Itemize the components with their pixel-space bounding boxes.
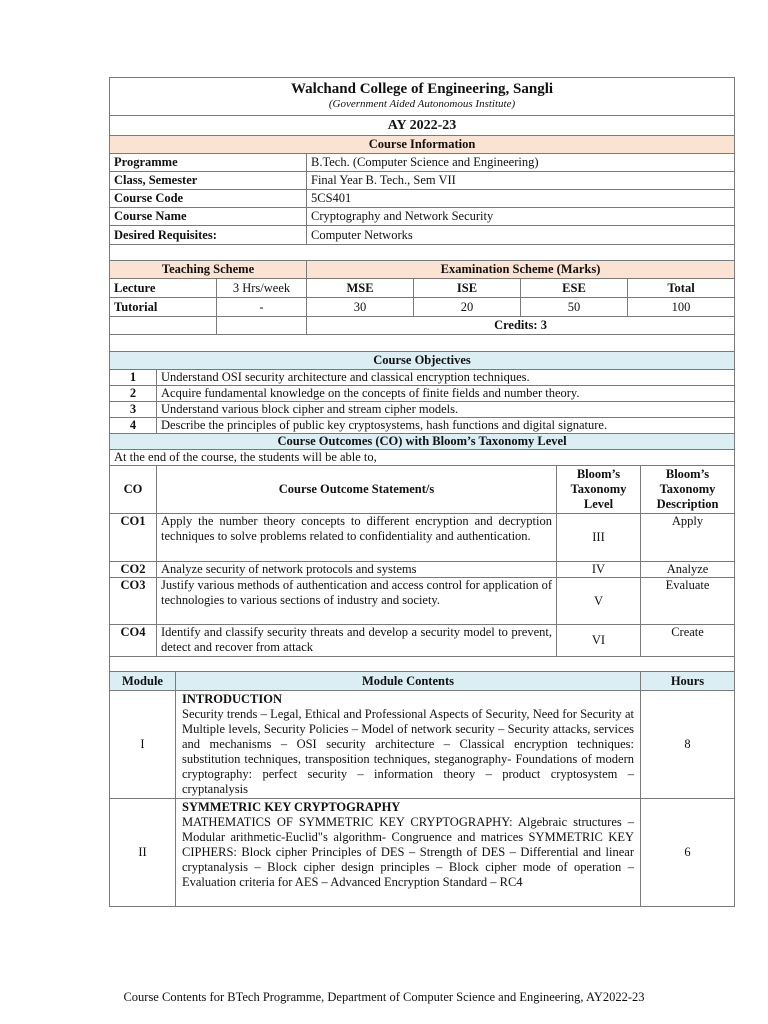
- teaching-scheme-title: Teaching Scheme: [110, 261, 307, 279]
- co-desc: Evaluate: [641, 578, 735, 625]
- module-text: MATHEMATICS OF SYMMETRIC KEY CRYPTOGRAPHY: Algebraic structures – Modular arithmetic-Euclid"s algorithm- Congruence and matrices SYMMETRIC KEY CIPHERS: Block cipher Principles of DES – Strength of DES – Differential and linear cryptanalysis – Block cipher design principles – Block cipher mode of operation – Evaluation criteria for AES – Advanced Encryption Standard – RC4: [182, 815, 634, 889]
- lecture-label: Lecture: [110, 279, 217, 298]
- outcome-header: CO: [110, 466, 157, 514]
- exam-value: 20: [414, 298, 521, 317]
- scheme-table: [109, 260, 735, 352]
- objective-num: 4: [110, 418, 157, 434]
- exam-header: MSE: [307, 279, 414, 298]
- exam-scheme-title: Examination Scheme (Marks): [307, 261, 735, 279]
- course-info-title: Course Information: [110, 136, 735, 154]
- info-label: Programme: [110, 154, 307, 172]
- exam-value: 50: [521, 298, 628, 317]
- objective-num: 2: [110, 386, 157, 402]
- co-level: IV: [557, 562, 641, 578]
- objective-text: Understand various block cipher and stream cipher models.: [157, 402, 735, 418]
- exam-header: ISE: [414, 279, 521, 298]
- empty-cell: [217, 317, 307, 335]
- module-header: Module Contents: [176, 672, 641, 691]
- objective-num: 3: [110, 402, 157, 418]
- co-id: CO2: [110, 562, 157, 578]
- empty-cell: [110, 317, 217, 335]
- outcome-header: Bloom’s Taxonomy Description: [641, 466, 735, 514]
- module-text: Security trends – Legal, Ethical and Professional Aspects of Security, Need for Security at Multiple levels, Security Policies – Model of network security – Security attacks, services and mechanisms – OSI security architecture – Classical encryption techniques: substitution techniques, transposition techniques, steganography- Foundations of modern cryptography: perfect security – information theory – product cryptosystem – cryptanalysis: [182, 707, 634, 796]
- tutorial-label: Tutorial: [110, 298, 217, 317]
- info-value: Cryptography and Network Security: [307, 208, 735, 226]
- co-desc: Create: [641, 625, 735, 657]
- co-level: III: [557, 514, 641, 562]
- exam-value: 100: [628, 298, 735, 317]
- info-label: Course Name: [110, 208, 307, 226]
- module-content: [176, 799, 641, 907]
- outcomes-intro: At the end of the course, the students will be able to,: [110, 450, 735, 466]
- co-level: V: [557, 578, 641, 625]
- outcome-header: Course Outcome Statement/s: [157, 466, 557, 514]
- spacer-row: [110, 335, 735, 352]
- outcomes-title: Course Outcomes (CO) with Bloom’s Taxonomy Level: [110, 434, 735, 450]
- module-hours: 8: [641, 691, 735, 799]
- exam-header: Total: [628, 279, 735, 298]
- module-id: II: [110, 799, 176, 907]
- co-statement: Apply the number theory concepts to different encryption and decryption techniques to solve problems related to confidentiality and authentication.: [157, 514, 557, 562]
- co-statement: Analyze security of network protocols and systems: [157, 562, 557, 578]
- exam-value: 30: [307, 298, 414, 317]
- co-desc: Apply: [641, 514, 735, 562]
- info-label: Course Code: [110, 190, 307, 208]
- objectives-outcomes-table: [109, 351, 735, 674]
- objective-num: 1: [110, 370, 157, 386]
- college-header: [110, 78, 735, 116]
- co-statement: Justify various methods of authentication and access control for application of technologies to various sections of industry and society.: [157, 578, 557, 625]
- info-value: 5CS401: [307, 190, 735, 208]
- co-id: CO3: [110, 578, 157, 625]
- objective-text: Describe the principles of public key cryptosystems, hash functions and digital signature.: [157, 418, 735, 434]
- lecture-value: 3 Hrs/week: [217, 279, 307, 298]
- credits: Credits: 3: [307, 317, 735, 335]
- module-header: Module: [110, 672, 176, 691]
- objectives-title: Course Objectives: [110, 352, 735, 370]
- course-info-table: [109, 77, 735, 263]
- co-id: CO1: [110, 514, 157, 562]
- modules-table: [109, 671, 735, 907]
- college-subtitle: (Government Aided Autonomous Institute): [328, 98, 516, 110]
- module-title: SYMMETRIC KEY CRYPTOGRAPHY: [182, 800, 401, 814]
- co-statement: Identify and classify security threats and develop a security model to prevent, detect and recover from attack: [157, 625, 557, 657]
- outcome-header: Bloom’s Taxonomy Level: [557, 466, 641, 514]
- objective-text: Acquire fundamental knowledge on the concepts of finite fields and number theory.: [157, 386, 735, 402]
- module-title: INTRODUCTION: [182, 692, 283, 706]
- academic-year: AY 2022-23: [110, 116, 735, 136]
- module-hours: 6: [641, 799, 735, 907]
- info-label: Class, Semester: [110, 172, 307, 190]
- module-id: I: [110, 691, 176, 799]
- info-label: Desired Requisites:: [110, 226, 307, 245]
- tutorial-value: -: [217, 298, 307, 317]
- module-header: Hours: [641, 672, 735, 691]
- info-value: B.Tech. (Computer Science and Engineering): [307, 154, 735, 172]
- page-footer: Course Contents for BTech Programme, Department of Computer Science and Engineering, AY2022-23: [123, 990, 645, 1004]
- module-content: [176, 691, 641, 799]
- college-name: Walchand College of Engineering, Sangli: [290, 81, 554, 97]
- co-desc: Analyze: [641, 562, 735, 578]
- exam-header: ESE: [521, 279, 628, 298]
- info-value: Final Year B. Tech., Sem VII: [307, 172, 735, 190]
- info-value: Computer Networks: [307, 226, 735, 245]
- co-id: CO4: [110, 625, 157, 657]
- co-level: VI: [557, 625, 641, 657]
- objective-text: Understand OSI security architecture and classical encryption techniques.: [157, 370, 735, 386]
